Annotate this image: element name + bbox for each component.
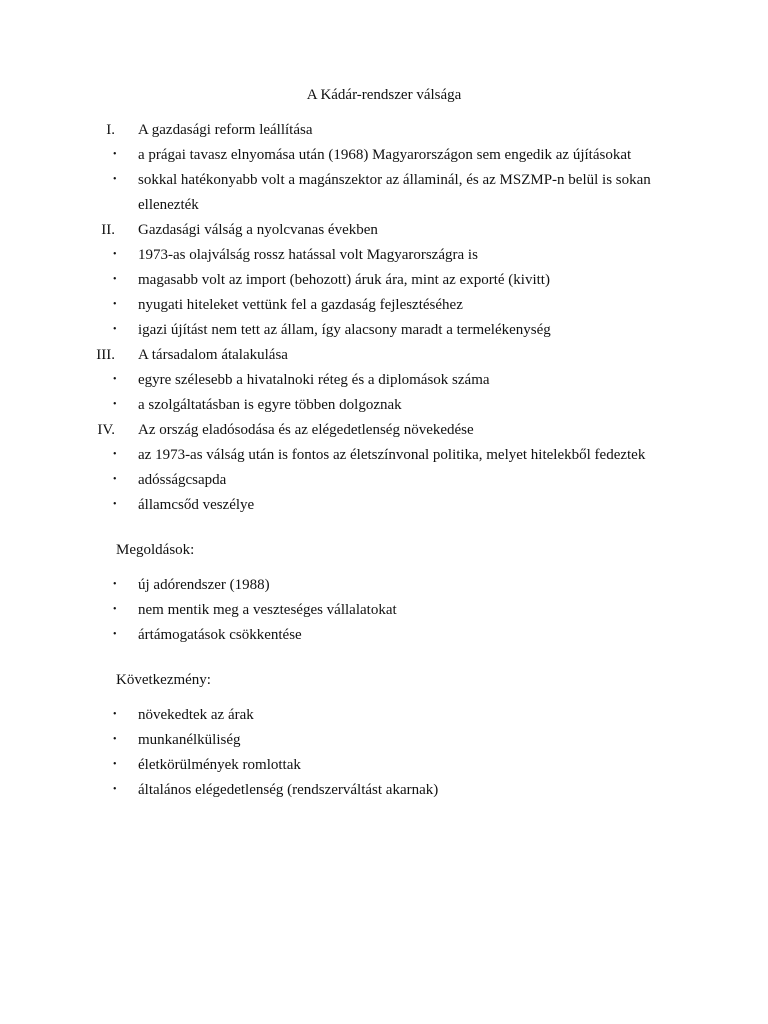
consequences-label-line [0, 670, 768, 690]
solutions-label: Megoldások: [116, 542, 195, 558]
list-item [0, 470, 768, 490]
list-item [0, 625, 768, 645]
solutions-label-line [0, 540, 768, 560]
list-item-text: munkanélküliség [138, 732, 241, 748]
list-item [0, 730, 768, 750]
bullet-icon: • [113, 709, 117, 720]
list-item-text: 1973-as olajválság rossz hatással volt Magyarországra is [138, 247, 478, 263]
list-item-text: ellenezték [138, 197, 199, 213]
section-numeral: I. [106, 122, 115, 138]
list-item [0, 170, 768, 190]
list-item-text: az 1973-as válság után is fontos az életszínvonal politika, melyet hitelekből fedeztek [138, 447, 646, 463]
bullet-icon: • [113, 579, 117, 590]
bullet-icon: • [113, 299, 117, 310]
bullet-icon: • [113, 399, 117, 410]
list-item-text: új adórendszer (1988) [138, 577, 270, 593]
bullet-icon: • [113, 474, 117, 485]
section-heading: Az ország eladósodása és az elégedetlenség növekedése [138, 422, 474, 438]
document-title: A Kádár-rendszer válsága [306, 87, 462, 103]
bullet-icon: • [113, 629, 117, 640]
list-item [0, 600, 768, 620]
section-heading-line [0, 120, 768, 140]
section-heading: A társadalom átalakulása [138, 347, 288, 363]
list-item-text: általános elégedetlenség (rendszerváltást akarnak) [138, 782, 439, 798]
section-heading-line [0, 220, 768, 240]
list-item-text: a szolgáltatásban is egyre többen dolgoznak [138, 397, 402, 413]
list-item-text: életkörülmények romlottak [138, 757, 301, 773]
list-item [0, 780, 768, 800]
bullet-icon: • [113, 249, 117, 260]
list-item-text: államcsőd veszélye [138, 497, 255, 513]
list-item-text: nyugati hiteleket vettünk fel a gazdaság fejlesztéséhez [138, 297, 463, 313]
section-heading-line [0, 345, 768, 365]
section-numeral: III. [96, 347, 115, 363]
section-numeral: IV. [97, 422, 115, 438]
list-item [0, 145, 768, 165]
list-item [0, 295, 768, 315]
list-item-text: egyre szélesebb a hivatalnoki réteg és a diplomások száma [138, 372, 490, 388]
bullet-icon: • [113, 274, 117, 285]
list-item-text: igazi újítást nem tett az állam, így alacsony maradt a termelékenység [138, 322, 551, 338]
bullet-icon: • [113, 734, 117, 745]
list-item [0, 395, 768, 415]
list-item [0, 245, 768, 265]
list-item [0, 270, 768, 290]
list-item [0, 370, 768, 390]
list-item [0, 705, 768, 725]
list-item-text: magasabb volt az import (behozott) áruk ára, mint az exporté (kivitt) [138, 272, 550, 288]
list-item [0, 495, 768, 515]
list-item-text: nem mentik meg a veszteséges vállalatokat [138, 602, 397, 618]
list-item [0, 320, 768, 340]
bullet-icon: • [113, 374, 117, 385]
bullet-icon: • [113, 149, 117, 160]
list-item-text: növekedtek az árak [138, 707, 254, 723]
consequences-label: Következmény: [116, 672, 211, 688]
bullet-icon: • [113, 759, 117, 770]
bullet-icon: • [113, 324, 117, 335]
bullet-icon: • [113, 499, 117, 510]
section-numeral: II. [101, 222, 115, 238]
list-item [0, 755, 768, 775]
bullet-icon: • [113, 784, 117, 795]
list-item [0, 445, 768, 465]
list-item [0, 575, 768, 595]
list-item-text: ártámogatások csökkentése [138, 627, 302, 643]
bullet-icon: • [113, 449, 117, 460]
bullet-icon: • [113, 604, 117, 615]
list-item-text: sokkal hatékonyabb volt a magánszektor az államinál, és az MSZMP-n belül is sokan [138, 172, 651, 188]
list-item-text: adósságcsapda [138, 472, 227, 488]
section-heading: Gazdasági válság a nyolcvanas években [138, 222, 378, 238]
bullet-icon: • [113, 174, 117, 185]
section-heading: A gazdasági reform leállítása [138, 122, 313, 138]
section-heading-line [0, 420, 768, 440]
list-item [0, 195, 768, 215]
list-item-text: a prágai tavasz elnyomása után (1968) Magyarországon sem engedik az újításokat [138, 147, 632, 163]
